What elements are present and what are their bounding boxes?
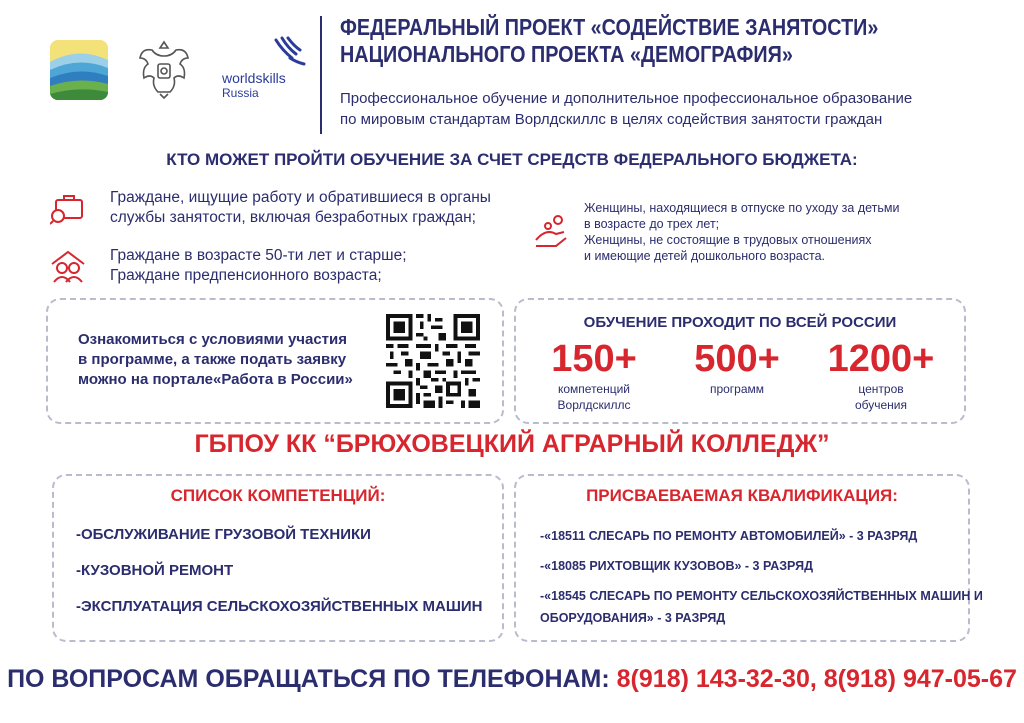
eligibility-line: в возрасте до трех лет;: [584, 217, 720, 231]
stat-item: [682, 338, 792, 397]
qualification-item: ОБОРУДОВАНИЯ» - 3 РАЗРЯД: [540, 611, 726, 625]
worldskills-figure-icon: [268, 36, 308, 68]
title-line-2: НАЦИОНАЛЬНОГО ПРОЕКТА «ДЕМОГРАФИЯ»: [340, 41, 793, 67]
portal-box: [46, 298, 504, 424]
eligibility-line: и имеющие детей дошкольного возраста.: [584, 249, 826, 263]
portal-line: Ознакомиться с условиями участия: [78, 331, 347, 348]
title-line-1: ФЕДЕРАЛЬНЫЙ ПРОЕКТ «СОДЕЙСТВИЕ ЗАНЯТОСТИ»: [340, 14, 879, 40]
eligibility-heading: КТО МОЖЕТ ПРОЙТИ ОБУЧЕНИЕ ЗА СЧЕТ СРЕДСТВ ФЕДЕРАЛЬНОГО БЮДЖЕТА:: [166, 150, 858, 169]
stats-box: [514, 298, 966, 424]
coat-of-arms: [136, 36, 192, 102]
stat-value: 150+: [551, 338, 637, 380]
eligibility-line: службы занятости, включая безработных граждан;: [110, 209, 476, 226]
stat-caption: компетенций: [557, 382, 631, 396]
competency-item: -ОБСЛУЖИВАНИЕ ГРУЗОВОЙ ТЕХНИКИ: [76, 526, 371, 543]
portal-line: можно на портале«Работа в России»: [78, 371, 353, 388]
subtitle-line-1: Профессиональное обучение и дополнительное профессиональное образование: [340, 90, 913, 107]
qualification-item: -«18085 РИХТОВЩИК КУЗОВОВ» - 3 РАЗРЯД: [540, 559, 813, 573]
stat-caption: обучения: [854, 398, 908, 412]
contact-phones[interactable]: 8(918) 143-32-30, 8(918) 947-05-67: [616, 665, 1017, 693]
competency-item: -КУЗОВНОЙ РЕМОНТ: [76, 562, 234, 579]
stat-caption: Ворлдскиллс: [557, 398, 631, 412]
eligibility-line: Женщины, находящиеся в отпуске по уходу за детьми: [584, 201, 900, 215]
mother-child-hand-icon: [534, 214, 570, 250]
page-title: [340, 14, 878, 68]
briefcase-search-icon: [50, 190, 86, 226]
college-name: ГБПОУ КК “БРЮХОВЕЦКИЙ АГРАРНЫЙ КОЛЛЕДЖ”: [194, 430, 830, 458]
eligibility-line: Граждане в возрасте 50-ти лет и старше;: [110, 247, 407, 264]
stat-value: 500+: [694, 338, 780, 380]
portal-line: в программе, а также подать заявку: [78, 351, 347, 368]
russia-wordmark: Russia: [222, 86, 259, 100]
rainbow-landscape-icon: [50, 40, 108, 100]
contact-label: ПО ВОПРОСАМ ОБРАЩАТЬСЯ ПО ТЕЛЕФОНАМ:: [7, 665, 610, 693]
qualification-heading: ПРИСВАЕВАЕМАЯ КВАЛИФИКАЦИЯ:: [586, 486, 898, 505]
double-headed-eagle-icon: [136, 36, 192, 102]
stat-item: [534, 338, 654, 413]
worldskills-wordmark: worldskills: [222, 70, 286, 86]
stat-caption: программ: [709, 382, 765, 396]
qualification-item: -«18511 СЛЕСАРЬ ПО РЕМОНТУ АВТОМОБИЛЕЙ» - 3 РАЗРЯД: [540, 529, 918, 543]
header-divider: [320, 16, 322, 134]
qr-code-icon: [386, 314, 480, 408]
eligibility-line: Женщины, не состоящие в трудовых отношениях: [584, 233, 872, 247]
seniors-icon: [50, 248, 86, 284]
competencies-heading: СПИСОК КОМПЕТЕНЦИЙ:: [170, 486, 386, 505]
stat-value: 1200+: [827, 338, 935, 380]
qualification-box: [514, 474, 983, 642]
qr-code[interactable]: [386, 314, 480, 408]
page-subtitle: [340, 88, 912, 130]
worldskills-logo: [222, 36, 314, 106]
stat-caption: центров: [858, 382, 904, 396]
competencies-box: [52, 474, 504, 642]
employment-logo: [50, 40, 108, 100]
subtitle-line-2: по мировым стандартам Ворлдскиллс в целях содействия занятости граждан: [340, 111, 883, 128]
eligibility-line: Граждане, ищущие работу и обратившиеся в органы: [110, 189, 491, 206]
contact-line: [0, 665, 1024, 694]
competency-item: -ЭКСПЛУАТАЦИЯ СЕЛЬСКОХОЗЯЙСТВЕННЫХ МАШИН: [76, 598, 483, 615]
qualification-item: -«18545 СЛЕСАРЬ ПО РЕМОНТУ СЕЛЬСКОХОЗЯЙСТВЕННЫХ МАШИН И: [540, 589, 983, 603]
stat-item: [816, 338, 946, 413]
eligibility-line: Граждане предпенсионного возраста;: [110, 267, 382, 284]
stats-heading: ОБУЧЕНИЕ ПРОХОДИТ ПО ВСЕЙ РОССИИ: [583, 314, 897, 331]
